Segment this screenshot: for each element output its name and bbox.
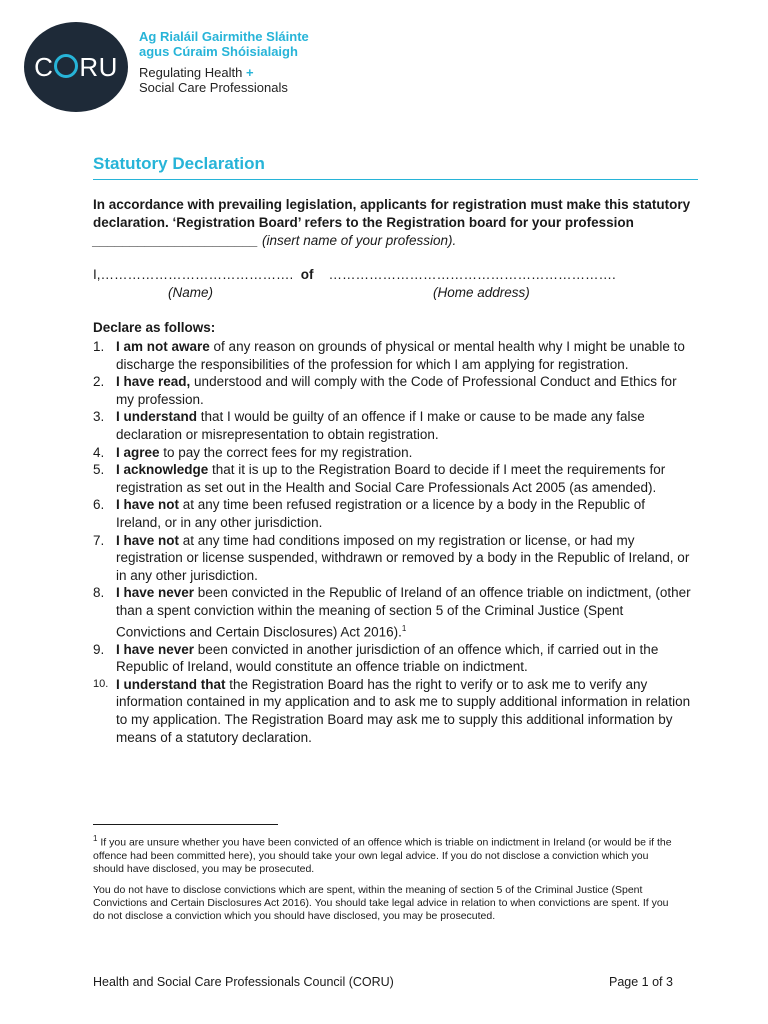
declaration-item xyxy=(93,373,693,408)
declaration-bold: I have read, xyxy=(116,374,191,390)
declaration-rest: at any time been refused registration or a licence by a body in the Republic of Ireland, or in any other jurisdiction. xyxy=(116,497,646,530)
declaration-text xyxy=(116,532,693,585)
declaration-text xyxy=(116,373,693,408)
logo-ring-icon xyxy=(54,54,78,78)
profession-blank[interactable]: ______________________ xyxy=(93,233,259,248)
declare-heading: Declare as follows: xyxy=(93,320,216,335)
declaration-rest: at any time had conditions imposed on my registration or license, or had my registration or license suspended, withdrawn or removed by a body in the Republic of Ireland, or in any other jurisdiction. xyxy=(116,532,690,583)
page-title: Statutory Declaration xyxy=(93,154,698,180)
logo-text-post: RU xyxy=(79,51,118,82)
declaration-rest: that it is up to the Registration Board to decide if I meet the requirements for registration as set out in the Health and Social Care Professionals Act 2005 (as amended). xyxy=(116,462,666,495)
declaration-bold: I acknowledge xyxy=(116,462,209,478)
declaration-number: 1. xyxy=(93,339,105,354)
profession-hint: (insert name of your profession). xyxy=(261,233,457,248)
footnote-marker: 1 xyxy=(93,834,98,843)
declaration-number: 5. xyxy=(93,462,105,478)
declaration-rest: been convicted in another jurisdiction of an offence which, if carried out in the Republic of Ireland, would constitute an offence triable on indictment. xyxy=(116,641,659,675)
footnote-1-text: If you are unsure whether you have been convicted of an offence which is triable on indictment in Ireland (or would be if the offence had been committed here), you should take your own legal advice. If you do not disclose a conviction which you should have disclosed, you may be prosecuted. xyxy=(93,836,672,875)
coru-logo xyxy=(24,22,128,112)
org-name xyxy=(139,29,309,95)
declaration-item xyxy=(93,676,693,746)
declaration-rest: of any reason on grounds of physical or mental health why I might be unable to discharge the responsibilities of the profession for which I am applying for registration. xyxy=(116,339,685,372)
plus-icon: + xyxy=(245,65,254,80)
org-irish-line2: agus Cúraim Shóisialaigh xyxy=(139,44,298,59)
declaration-bold: I have not xyxy=(116,532,180,548)
declaration-number: 7. xyxy=(93,532,105,548)
logo-wordmark xyxy=(34,52,118,83)
declaration-rest: been convicted in the Republic of Ireland of an offence triable on indictment, (other than a spent conviction within the meaning of section 5 of the Criminal Justice (Spent Convictions and Certain Disclosures) Act 2016). xyxy=(116,585,691,639)
declaration-rest: understood and will comply with the Code of Professional Conduct and Ethics for my profession. xyxy=(116,374,677,407)
footer-org: Health and Social Care Professionals Council (CORU) xyxy=(93,975,394,989)
declaration-number: 2. xyxy=(93,374,105,390)
intro-paragraph xyxy=(93,196,693,250)
org-en-line1 xyxy=(139,65,309,80)
address-blank[interactable]: ………………………………………………………. xyxy=(328,267,616,282)
org-en-line2: Social Care Professionals xyxy=(139,80,288,95)
page-number: Page 1 of 3 xyxy=(609,975,673,989)
declaration-text xyxy=(116,676,693,746)
declaration-number: 8. xyxy=(93,585,105,601)
declaration-text xyxy=(116,444,693,462)
declaration-rest: the Registration Board has the right to verify or to ask me to verify any information contained in my application and to ask me to supply additional information in relation to my application. The Registration Board may ask me to supply this additional information by means of a statutory declaration. xyxy=(116,676,691,745)
logo-text-pre: C xyxy=(34,51,54,82)
declaration-rest: to pay the correct fees for my registration. xyxy=(159,444,413,460)
declaration-item xyxy=(93,408,693,443)
declaration-item xyxy=(93,641,693,676)
declaration-text xyxy=(116,641,693,676)
footnote-divider xyxy=(93,824,278,825)
of-label: of xyxy=(300,267,314,282)
declaration-item xyxy=(93,584,693,640)
org-irish-line1: Ag Rialáil Gairmithe Sláinte xyxy=(139,29,309,44)
footnote-2: You do not have to disclose convictions which are spent, within the meaning of section 5 of the Criminal Justice (Spent Convictions and Certain Disclosures Act 2016). You should take legal advice in relation to when convictions are spent. If you do not disclose a conviction which you should have disclosed, you may be prosecuted. xyxy=(93,884,669,922)
footnote-ref: 1 xyxy=(401,623,407,633)
name-blank[interactable]: I,……………………………………. xyxy=(93,267,294,282)
declaration-item xyxy=(93,496,693,531)
declaration-number: 4. xyxy=(93,444,105,460)
declaration-rest: that I would be guilty of an offence if I make or cause to be made any false declaration or misrepresentation to obtain registration. xyxy=(116,409,645,442)
intro-text: In accordance with prevailing legislation, applicants for registration must make this statutory declaration. ‘Registration Board’ refers to the Registration board for your profession xyxy=(93,197,691,230)
name-label: (Name) xyxy=(168,285,214,300)
declaration-text xyxy=(116,461,693,496)
footnote-1 xyxy=(93,832,678,876)
declaration-bold: I understand xyxy=(116,409,198,425)
declaration-number: 6. xyxy=(93,497,105,513)
declaration-bold: I have never xyxy=(116,641,195,657)
declaration-list xyxy=(93,338,693,746)
name-address-row xyxy=(93,267,693,282)
address-label: (Home address) xyxy=(433,285,530,300)
declaration-number: 3. xyxy=(93,409,105,425)
declaration-text xyxy=(116,584,693,640)
org-en-text: Regulating Health xyxy=(139,65,243,80)
declaration-text xyxy=(116,408,693,443)
declaration-bold: I have never xyxy=(116,585,195,601)
declaration-item xyxy=(93,444,693,462)
declaration-bold: I understand that xyxy=(116,676,226,692)
declaration-number: 9. xyxy=(93,641,105,657)
declaration-item xyxy=(93,532,693,585)
declaration-bold: I agree xyxy=(116,444,160,460)
declaration-number: 10. xyxy=(93,677,109,690)
declaration-text xyxy=(116,338,693,373)
declaration-item xyxy=(93,461,693,496)
declaration-item xyxy=(93,338,693,373)
declaration-text xyxy=(116,496,693,531)
declaration-bold: I have not xyxy=(116,497,180,513)
declaration-bold: I am not aware xyxy=(116,339,210,354)
